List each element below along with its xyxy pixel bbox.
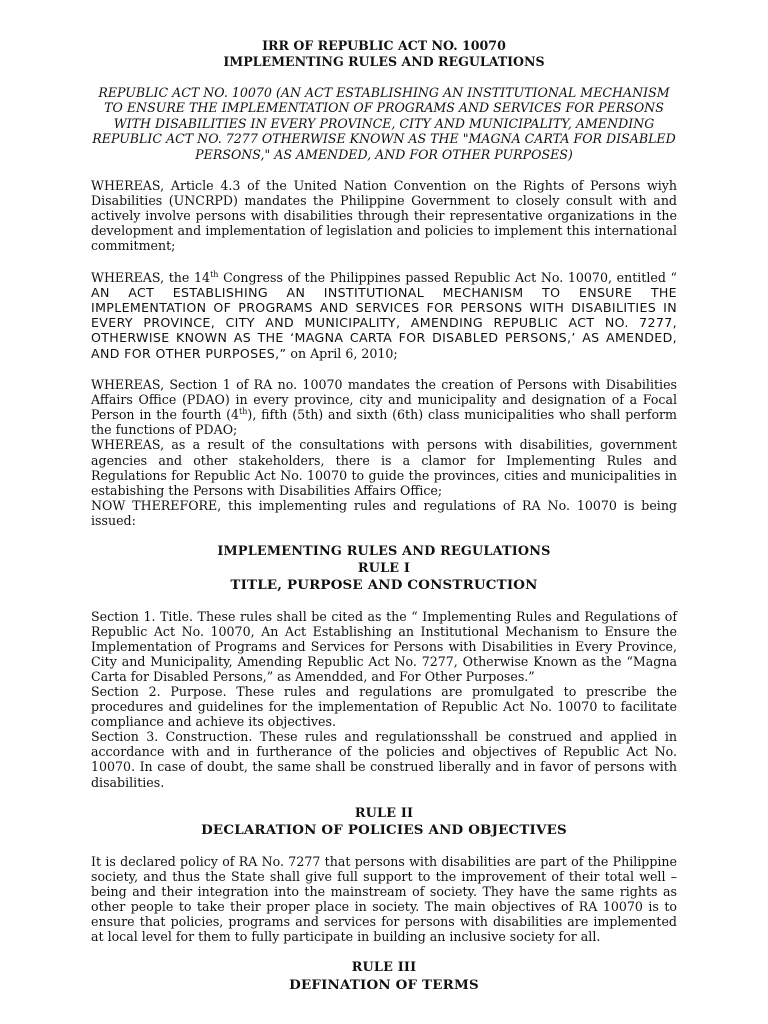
irr-heading: IMPLEMENTING RULES AND REGULATIONS bbox=[217, 544, 551, 560]
whereas-2-intro: WHEREAS, the 14 bbox=[91, 269, 211, 285]
now-therefore-paragraph: NOW THEREFORE, this implementing rules and regulations of RA No. 10070 is being issued: bbox=[91, 497, 677, 528]
policy-paragraph: It is declared policy of RA No. 7277 that persons with disabilities are part of the Philippine society, and thus the State shall give full support to the improvement of their total well – being and their integration into the mainstream of society. They have the same rights as other people to take their proper place in society. The main objectives of RA 10070 is to ensure that policies, programs and services for persons with disabilities are implemented at local level for them to fully participate in building an inclusive society for all. bbox=[91, 853, 677, 945]
whereas-paragraph-2 bbox=[91, 270, 677, 362]
rule-3-header bbox=[91, 960, 677, 993]
act-full-title: REPUBLIC ACT NO. 10070 (AN ACT ESTABLISHING AN INSTITUTIONAL MECHANISM TO ENSURE THE IMPLEMENTATION OF PROGRAMS AND SERVICES FOR PERSONS WITH DISABILITIES IN EVERY PROVINCE, CITY AND MUNICIPALITY, AMENDING REPUBLIC ACT NO. 7277 OTHERWISE KNOWN AS THE "MAGNA CARTA FOR DISABLED PERSONS," AS AMENDED, AND FOR OTHER PURPOSES) bbox=[92, 85, 676, 162]
whereas-paragraph-4: WHEREAS, as a result of the consultations with persons with disabilities, government agencies and other stakeholders, there is a clamor for Implementing Rules and Regulations for Republic Act No. 10070 to guide the provinces, cities and municipalities in estabishing the Persons with Disabilities Affairs Office; bbox=[91, 437, 677, 498]
rule-3-title: DEFINATION OF TERMS bbox=[289, 976, 479, 993]
rule-2-title: DECLARATION OF POLICIES AND OBJECTIVES bbox=[201, 822, 567, 839]
rule-1-label: RULE I bbox=[357, 560, 411, 576]
rule-2-label: RULE II bbox=[354, 805, 414, 821]
rule-2-header bbox=[91, 806, 677, 839]
section-3-construction: Section 3. Construction. These rules and regulationsshall be construed and applied in accordance with and in furtherance of the policies and objectives of Republic Act No. 10070. In case of doubt, the same shall be construed liberally and in favor of persons with disabilities. bbox=[91, 729, 677, 790]
rule-3-label: RULE III bbox=[351, 960, 417, 976]
whereas-2-act-title: AN ACT ESTABLISHING AN INSTITUTIONAL MECHANISM TO ENSURE THE IMPLEMENTATION OF PROGRAMS AND SERVICES FOR PERSONS WITH DISABILITIES IN EVERY PROVINCE, CITY AND MUNICIPALITY, AMENDING REPUBLIC ACT NO. 7277, OTHERWISE KNOWN AS THE ‘MAGNA CARTA FOR DISABLED PERSONS,’ AS AMENDED, AND FOR OTHER PURPOSES,” bbox=[91, 284, 677, 361]
whereas-3-intro: WHEREAS, Section 1 of RA no. 10070 mandates the creation of Persons with Disabilities Affairs Office (PDAO) in every province, city and municipality and designation of a Focal Person in the fourth (4 bbox=[91, 377, 677, 423]
document-title: IRR OF REPUBLIC ACT NO. 10070 bbox=[262, 38, 506, 53]
whereas-paragraph-1: WHEREAS, Article 4.3 of the United Nation Convention on the Rights of Persons wiyh Disabilities (UNCRPD) mandates the Philippine Government to closely consult with and actively involve persons with disabilities through their representative organizations in the development and implementation of legislation and policies to implement this international commitment; bbox=[91, 178, 677, 254]
whereas-3-superscript: th bbox=[239, 407, 248, 417]
rule-1-header bbox=[91, 544, 677, 594]
whereas-2-superscript: th bbox=[210, 269, 219, 279]
section-2-purpose: Section 2. Purpose. These rules and regulations are promulgated to prescribe the procedures and guidelines for the implementation of Republic Act No. 10070 to facilitate compliance and achieve its objectives. bbox=[91, 683, 677, 730]
whereas-2-middle: Congress of the Philippines passed Republic Act No. 10070, entitled “ bbox=[218, 269, 677, 285]
whereas-2-date: on April 6, 2010; bbox=[286, 345, 398, 361]
whereas-paragraph-3 bbox=[91, 377, 677, 437]
section-1-title: Section 1. Title. These rules shall be cited as the “ Implementing Rules and Regulations of Republic Act No. 10070, An Act Establishing an Institutional Mechanism to Ensure the Implementation of Programs and Services for Persons with Disabilities in Every Province, City and Municipality, Amending Republic Act No. 7277, Otherwise Known as the “Magna Carta for Disabled Persons,” as Amendded, and For Other Purposes.” bbox=[91, 608, 677, 684]
document-subtitle: IMPLEMENTING RULES AND REGULATIONS bbox=[223, 54, 545, 69]
whereas-3-end: ), fifth (5th) and sixth (6th) class municipalities who shall perform the functions of PDAO; bbox=[91, 407, 677, 438]
rule-1-title: TITLE, PURPOSE AND CONSTRUCTION bbox=[230, 577, 538, 594]
